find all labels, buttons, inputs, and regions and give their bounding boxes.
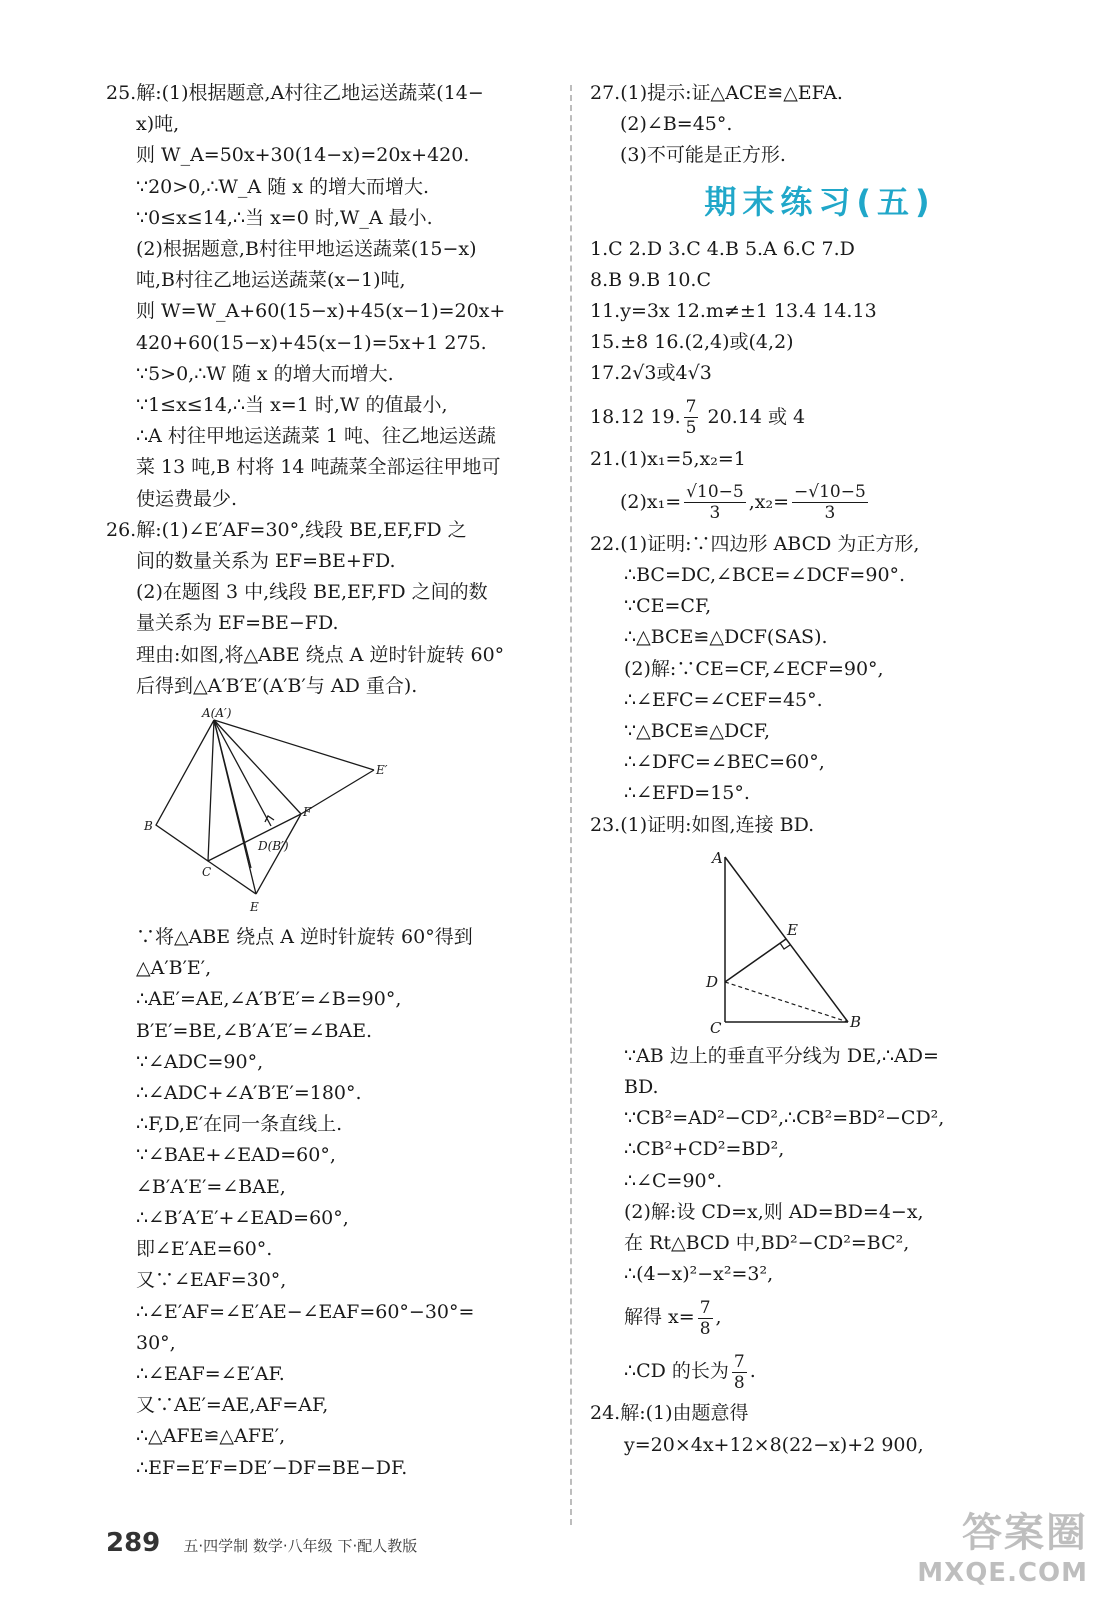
- q21b-mid: ,x₂=: [748, 490, 789, 513]
- q21-line: 21.(1)x₁=5,x₂=1: [590, 447, 746, 470]
- fig2-label-a: A: [712, 848, 723, 867]
- q23-cd-suffix: .: [749, 1360, 756, 1383]
- q23-line: BD.: [624, 1076, 659, 1099]
- q25-block: [106, 78, 556, 515]
- q23-cd-line: [590, 1344, 1050, 1398]
- q22-line: ∵CE=CF,: [624, 595, 712, 618]
- fig1-label-e: E: [250, 900, 259, 915]
- q26-line: 30°,: [136, 1331, 176, 1354]
- rotation-figure: [126, 708, 406, 918]
- q25-line: 则 W_A=50x+30(14−x)=20x+420.: [136, 144, 470, 167]
- q26-line: 26.解:(1)∠E′AF=30°,线段 BE,EF,FD 之: [106, 518, 467, 541]
- q25-line: ∵1≤x≤14,∴当 x=1 时,W 的值最小,: [136, 394, 448, 417]
- page-footer: [106, 1528, 417, 1558]
- q26-line: 理由:如图,将△ABE 绕点 A 逆时针旋转 60°: [136, 643, 505, 666]
- q25-line: x)吨,: [136, 113, 180, 136]
- q23-line: 在 Rt△BCD 中,BD²−CD²=BC²,: [624, 1232, 910, 1255]
- q22-line: ∴∠DFC=∠BEC=60°,: [624, 751, 825, 774]
- q26-line: ∴EF=E′F=DE′−DF=BE−DF.: [136, 1456, 408, 1479]
- numerator: −√10−5: [794, 482, 866, 503]
- fig1-label-f: F: [303, 805, 312, 820]
- q26-line: △A′B′E′,: [136, 957, 212, 980]
- fig1-label-d: D(B′): [258, 839, 289, 854]
- q22-line: ∴△BCE≌△DCF(SAS).: [624, 626, 828, 649]
- q25-line: ∵20>0,∴W_A 随 x 的增大而增大.: [136, 175, 430, 198]
- q23-sol-prefix: 解得 x=: [624, 1306, 695, 1329]
- q23-line: (2)解:设 CD=x,则 AD=BD=4−x,: [624, 1200, 924, 1223]
- q23-line: ∴CB²+CD²=BD²,: [624, 1138, 785, 1161]
- denominator: 8: [733, 1372, 745, 1393]
- q25-line: 25.解:(1)根据题意,A村往乙地运送蔬菜(14−: [106, 82, 484, 104]
- q26-line: ∴∠EAF=∠E′AF.: [136, 1362, 285, 1385]
- q26-line: ∠B′A′E′=∠BAE,: [136, 1175, 286, 1198]
- fig1-label-e-prime: E′: [376, 763, 388, 778]
- q25-line: (2)根据题意,B村往甲地运送蔬菜(15−x): [136, 238, 477, 261]
- q26-line: 后得到△A′B′E′(A′B′与 AD 重合).: [136, 674, 418, 697]
- q22-line: (2)解:∵CE=CF,∠ECF=90°,: [624, 657, 884, 680]
- answer-line: 11.y=3x 12.m≠±1 13.4 14.13: [590, 300, 877, 323]
- denominator: 3: [824, 503, 836, 524]
- fig2-label-e: E: [787, 920, 798, 939]
- answer-line: 8.B 9.B 10.C: [590, 268, 712, 291]
- q22-line: ∴BC=DC,∠BCE=∠DCF=90°.: [624, 564, 906, 587]
- answer-line: 1.C 2.D 3.C 4.B 5.A 6.C 7.D: [590, 237, 855, 260]
- q26-line: B′E′=BE,∠B′A′E′=∠BAE.: [136, 1019, 373, 1042]
- q24-line: y=20×4x+12×8(22−x)+2 900,: [624, 1433, 924, 1456]
- q23-line: ∵CB²=AD²−CD²,∴CB²=BD²−CD²,: [624, 1107, 945, 1130]
- fig2-label-c: C: [710, 1018, 722, 1037]
- watermark: [917, 1501, 1088, 1588]
- perpendicular-bisector-figure: [690, 847, 890, 1037]
- denominator: 3: [709, 503, 721, 524]
- q25-line: 420+60(15−x)+45(x−1)=5x+1 275.: [136, 331, 487, 354]
- q21-line-2: [590, 475, 1050, 529]
- denominator: 5: [685, 418, 697, 439]
- q24-block: [590, 1398, 1050, 1460]
- fig2-label-b: B: [850, 1012, 862, 1031]
- answer-line: 17.2√3或4√3: [590, 362, 712, 385]
- q24-line: 24.解:(1)由题意得: [590, 1402, 749, 1425]
- q26-line: ∴∠B′A′E′+∠EAD=60°,: [136, 1206, 349, 1229]
- column-divider: [570, 85, 572, 1525]
- left-column: [106, 78, 556, 1484]
- q26-line: ∴∠E′AF=∠E′AE−∠EAF=60°−30°=: [136, 1300, 475, 1323]
- q26-line: 间的数量关系为 EF=BE+FD.: [136, 550, 396, 573]
- q26-line: ∵∠ADC=90°,: [136, 1050, 264, 1073]
- fraction: [684, 482, 746, 523]
- q26-line: 又∵∠EAF=30°,: [136, 1269, 287, 1292]
- numerator: 7: [733, 1351, 745, 1372]
- q26-line: ∵将△ABE 绕点 A 逆时针旋转 60°得到: [136, 926, 473, 949]
- q27-line: (2)∠B=45°.: [620, 113, 733, 136]
- q23-line: ∵AB 边上的垂直平分线为 DE,∴AD=: [624, 1044, 939, 1067]
- q21b-prefix: (2)x₁=: [620, 490, 682, 513]
- fig2-label-d: D: [706, 972, 719, 991]
- q23-line: ∴(4−x)²−x²=3²,: [624, 1263, 774, 1286]
- fraction: [698, 1298, 713, 1339]
- q23-block: [590, 810, 1050, 1399]
- q26-line: 即∠E′AE=60°.: [136, 1238, 273, 1261]
- q25-line: ∵0≤x≤14,∴当 x=0 时,W_A 最小.: [136, 206, 433, 229]
- q22-line: ∴∠EFC=∠CEF=45°.: [624, 688, 823, 711]
- q25-line: 则 W=W_A+60(15−x)+45(x−1)=20x+: [136, 300, 506, 323]
- q25-line: ∴A 村往甲地运送蔬菜 1 吨、往乙地运送蔬: [136, 425, 497, 448]
- q23-line: 23.(1)证明:如图,连接 BD.: [590, 813, 815, 836]
- q23-solution-line: [590, 1290, 1050, 1344]
- q27-line: 27.(1)提示:证△ACE≌△EFA.: [590, 82, 843, 104]
- q26-line: 又∵AE′=AE,AF=AF,: [136, 1394, 329, 1417]
- numerator: 7: [685, 397, 697, 418]
- q26-block: [106, 515, 556, 1484]
- q22-line: 22.(1)证明:∵四边形 ABCD 为正方形,: [590, 532, 920, 555]
- q27-block: [590, 78, 1050, 172]
- answer-20: 20.14 或 4: [701, 405, 806, 428]
- fig1-label-c: C: [202, 865, 212, 880]
- q26-line: ∴△AFE≌△AFE′,: [136, 1425, 286, 1448]
- right-column: [590, 78, 1050, 1461]
- q26-line: ∴F,D,E′在同一条直线上.: [136, 1113, 343, 1136]
- section-title: 期末练习(五): [704, 182, 936, 221]
- watermark-text: 答案圈: [962, 1510, 1088, 1556]
- q22-line: ∵△BCE≌△DCF,: [624, 720, 770, 743]
- q22-block: [590, 529, 1050, 810]
- numerator: 7: [699, 1297, 711, 1318]
- watermark-url: MXQE.COM: [917, 1558, 1088, 1588]
- q26-line: ∵∠BAE+∠EAD=60°,: [136, 1144, 336, 1167]
- q22-line: ∴∠EFD=15°.: [624, 782, 750, 805]
- q26-line: ∴AE′=AE,∠A′B′E′=∠B=90°,: [136, 988, 402, 1011]
- fraction: [792, 482, 868, 523]
- q23-line: ∴∠C=90°.: [624, 1169, 723, 1192]
- q23-sol-suffix: ,: [715, 1306, 722, 1329]
- q26-line: 量关系为 EF=BE−FD.: [136, 612, 339, 635]
- q27-line: (3)不可能是正方形.: [620, 144, 786, 167]
- q25-line: 使运费最少.: [136, 487, 238, 510]
- page-number: 289: [106, 1528, 161, 1558]
- fig1-label-a: A(A′): [202, 708, 232, 721]
- q25-line: 菜 13 吨,B 村将 14 吨蔬菜全部运往甲地可: [136, 456, 501, 479]
- answer-block: [590, 234, 1050, 529]
- fraction: [684, 397, 699, 438]
- q26-line: (2)在题图 3 中,线段 BE,EF,FD 之间的数: [136, 581, 488, 604]
- book-info: 五·四学制 数学·八年级 下·配人教版: [183, 1537, 418, 1555]
- q25-line: ∵5>0,∴W 随 x 的增大而增大.: [136, 362, 394, 385]
- answer-line-18-20: [590, 390, 1050, 444]
- answer-line: 15.±8 16.(2,4)或(4,2): [590, 331, 794, 354]
- q23-cd-prefix: ∴CD 的长为: [624, 1360, 729, 1383]
- q26-line: ∴∠ADC+∠A′B′E′=180°.: [136, 1082, 362, 1105]
- denominator: 8: [699, 1318, 711, 1339]
- fraction: [732, 1352, 747, 1393]
- numerator: √10−5: [686, 482, 744, 503]
- q25-line: 吨,B村往乙地运送蔬菜(x−1)吨,: [136, 269, 406, 292]
- fig1-label-b: B: [144, 819, 153, 834]
- answer-18-19-prefix: 18.12 19.: [590, 405, 681, 428]
